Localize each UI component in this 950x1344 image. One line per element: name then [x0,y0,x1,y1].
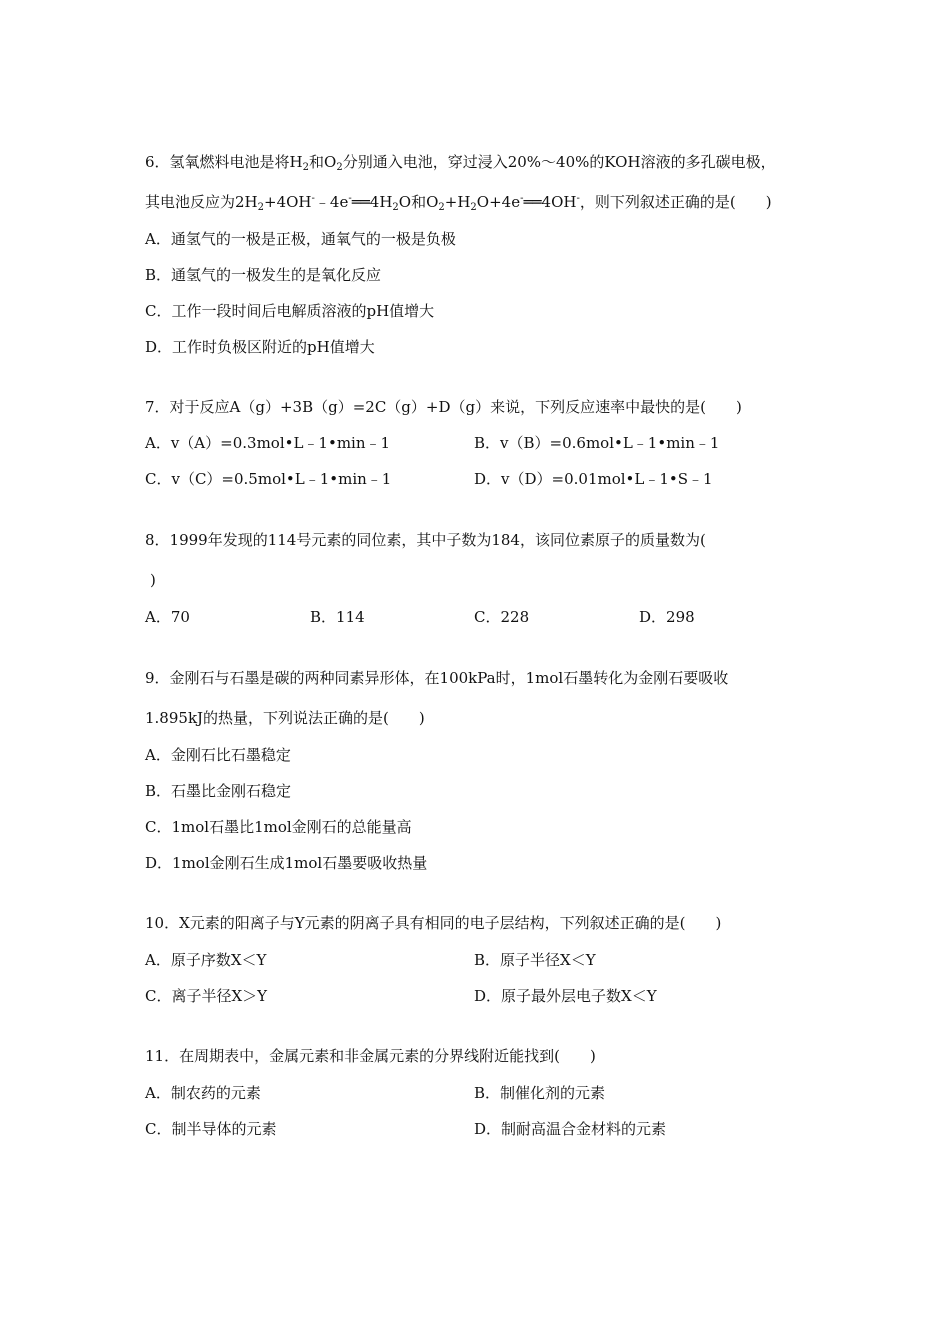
q10-option-d: D．原子最外层电子数X＜Y [474,987,657,1005]
q9-stem-line2: 1.895kJ的热量，下列说法正确的是( ) [145,709,425,727]
q8-option-a: A．70 [145,608,190,626]
q7-option-a: A．v（A）=0.3mol•L﹣1•min﹣1 [145,434,391,452]
q10-option-b: B．原子半径X＜Y [474,951,596,969]
q6-option-d: D．工作时负极区附近的pH值增大 [145,338,375,356]
q11-option-b: B．制催化剂的元素 [474,1084,606,1102]
q6-stem-line1: 6．氢氧燃料电池是将$H_2$和$O_2$分别通入电池，穿过浸入20%～40%的KOH溶液的多孔碳电极， [145,153,776,173]
q8-option-b: B．114 [310,608,365,626]
q7-option-d: D．v（D）=0.01mol•L﹣1•S﹣1 [474,470,713,488]
q10-option-c: C．离子半径X＞Y [145,987,268,1005]
q6-option-b: B．通氢气的一极发生的是氧化反应 [145,266,382,284]
q7-option-b: B．v（B）=0.6mol•L﹣1•min﹣1 [474,434,720,452]
q9-option-a: A．金刚石比石墨稳定 [145,746,291,764]
q6-option-c: C．工作一段时间后电解质溶液的pH值增大 [145,302,435,320]
q8-option-d: D．298 [639,608,695,626]
q8-stem-line1: 8．1999年发现的114号元素的同位素，其中子数为184，该同位素原子的质量数为( [145,531,706,549]
q8-stem-line2: ) [150,571,156,589]
q11-option-c: C．制半导体的元素 [145,1120,277,1138]
q9-option-c: C．1mol石墨比1mol金刚石的总能量高 [145,818,412,836]
q11-option-a: A．制农药的元素 [145,1084,261,1102]
q9-stem-line1: 9．金刚石与石墨是碳的两种同素异形体，在100kPa时，1mol石墨转化为金刚石要吸收 [145,669,729,687]
q10-stem: 10．X元素的阳离子与Y元素的阴离子具有相同的电子层结构，下列叙述正确的是( ) [145,914,722,932]
q11-stem: 11．在周期表中，金属元素和非金属元素的分界线附近能找到( ) [145,1047,596,1065]
q11-option-d: D．制耐高温合金材料的元素 [474,1120,667,1138]
q10-option-a: A．原子序数X＜Y [145,951,267,969]
q6-stem-line2: 其电池反应为$2H_2+4OH^-﹣4e^-══4H_2O$和$O_2+H_2O+4e^-══4OH^-$，则下列叙述正确的是( ) [145,193,772,213]
q9-option-d: D．1mol金刚石生成1mol石墨要吸收热量 [145,854,428,872]
q7-stem: 7．对于反应A（g）+3B（g）=2C（g）+D（g）来说，下列反应速率中最快的是( ) [145,398,742,416]
q9-option-b: B．石墨比金刚石稳定 [145,782,292,800]
q8-option-c: C．228 [474,608,530,626]
q7-option-c: C．v（C）=0.5mol•L﹣1•min﹣1 [145,470,392,488]
q6-option-a: A．通氢气的一极是正极，通氧气的一极是负极 [145,230,456,248]
